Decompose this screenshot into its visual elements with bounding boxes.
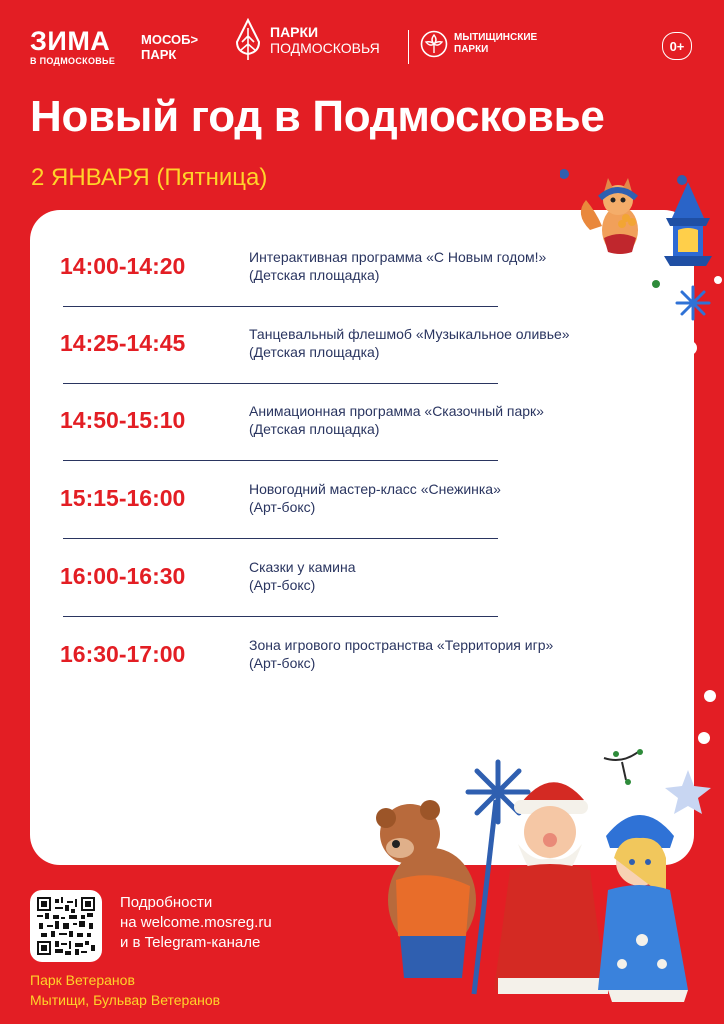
characters-illustration <box>370 740 724 1024</box>
schedule-place: (Арт-бокс) <box>249 655 316 671</box>
row-divider <box>63 460 498 461</box>
schedule-place: (Детская площадка) <box>249 421 380 437</box>
schedule-place: (Арт-бокс) <box>249 577 316 593</box>
info-line: Подробности <box>120 894 213 911</box>
venue-name: Парк Ветеранов <box>30 972 135 988</box>
event-date: 2 ЯНВАРЯ (Пятница) <box>31 164 268 191</box>
mosobpark-logo-line1: МОСОБ> <box>141 32 199 47</box>
info-line: и в Telegram-канале <box>120 934 261 951</box>
row-divider <box>63 383 498 384</box>
zima-logo-subtitle: В ПОДМОСКОВЬЕ <box>30 56 116 66</box>
schedule-event: Новогодний мастер-класс «Снежинка» <box>249 481 501 497</box>
parki-logo-line2: ПОДМОСКОВЬЯ <box>270 40 380 56</box>
parki-podmoskovya-logo <box>232 18 380 62</box>
squirrel-lantern-illustration <box>560 160 724 360</box>
star-icon <box>665 770 711 814</box>
schedule-time: 14:50-15:10 <box>60 407 186 433</box>
tree-logo-icon <box>232 18 264 62</box>
schedule-place: (Детская площадка) <box>249 344 380 360</box>
row-divider <box>63 616 498 617</box>
schedule-time: 14:00-14:20 <box>60 253 186 279</box>
mytishchi-logo-line1: МЫТИЩИНСКИЕ <box>454 32 538 43</box>
mosobpark-logo-line2: ПАРК <box>141 47 177 62</box>
info-link[interactable]: на welcome.mosreg.ru <box>120 914 272 931</box>
schedule-event: Анимационная программа «Сказочный парк» <box>249 403 544 419</box>
parki-logo-line1: ПАРКИ <box>270 24 319 40</box>
schedule-event: Сказки у камина <box>249 559 356 575</box>
row-divider <box>63 538 498 539</box>
zima-logo-title: ЗИМА <box>30 26 111 56</box>
zima-logo <box>30 28 115 66</box>
schedule-time: 16:30-17:00 <box>60 641 186 667</box>
snowflake-icon <box>677 287 709 319</box>
mytishchi-logo-line2: ПАРКИ <box>454 44 489 55</box>
age-rating-badge: 0+ <box>662 32 692 60</box>
schedule-time: 15:15-16:00 <box>60 485 186 511</box>
schedule-time: 14:25-14:45 <box>60 330 186 356</box>
page-title: Новый год в Подмосковье <box>30 92 605 141</box>
flower-logo-icon <box>420 30 448 58</box>
schedule-place: (Детская площадка) <box>249 267 380 283</box>
mytishchi-parks-logo <box>420 30 537 58</box>
venue-street: Мытищи, Бульвар Ветеранов <box>30 992 221 1008</box>
row-divider <box>63 306 498 307</box>
schedule-event: Зона игрового пространства «Территория игр» <box>249 637 554 653</box>
qr-code-icon <box>37 897 95 955</box>
schedule-event: Танцевальный флешмоб «Музыкальное оливье» <box>249 326 570 342</box>
logo-divider <box>408 30 409 64</box>
venue-address <box>30 970 220 1010</box>
mosobpark-logo <box>141 32 198 62</box>
info-text <box>120 893 272 953</box>
schedule-time: 16:00-16:30 <box>60 563 186 589</box>
qr-code[interactable] <box>30 890 102 962</box>
schedule-place: (Арт-бокс) <box>249 499 316 515</box>
schedule-event: Интерактивная программа «С Новым годом!» <box>249 249 547 265</box>
